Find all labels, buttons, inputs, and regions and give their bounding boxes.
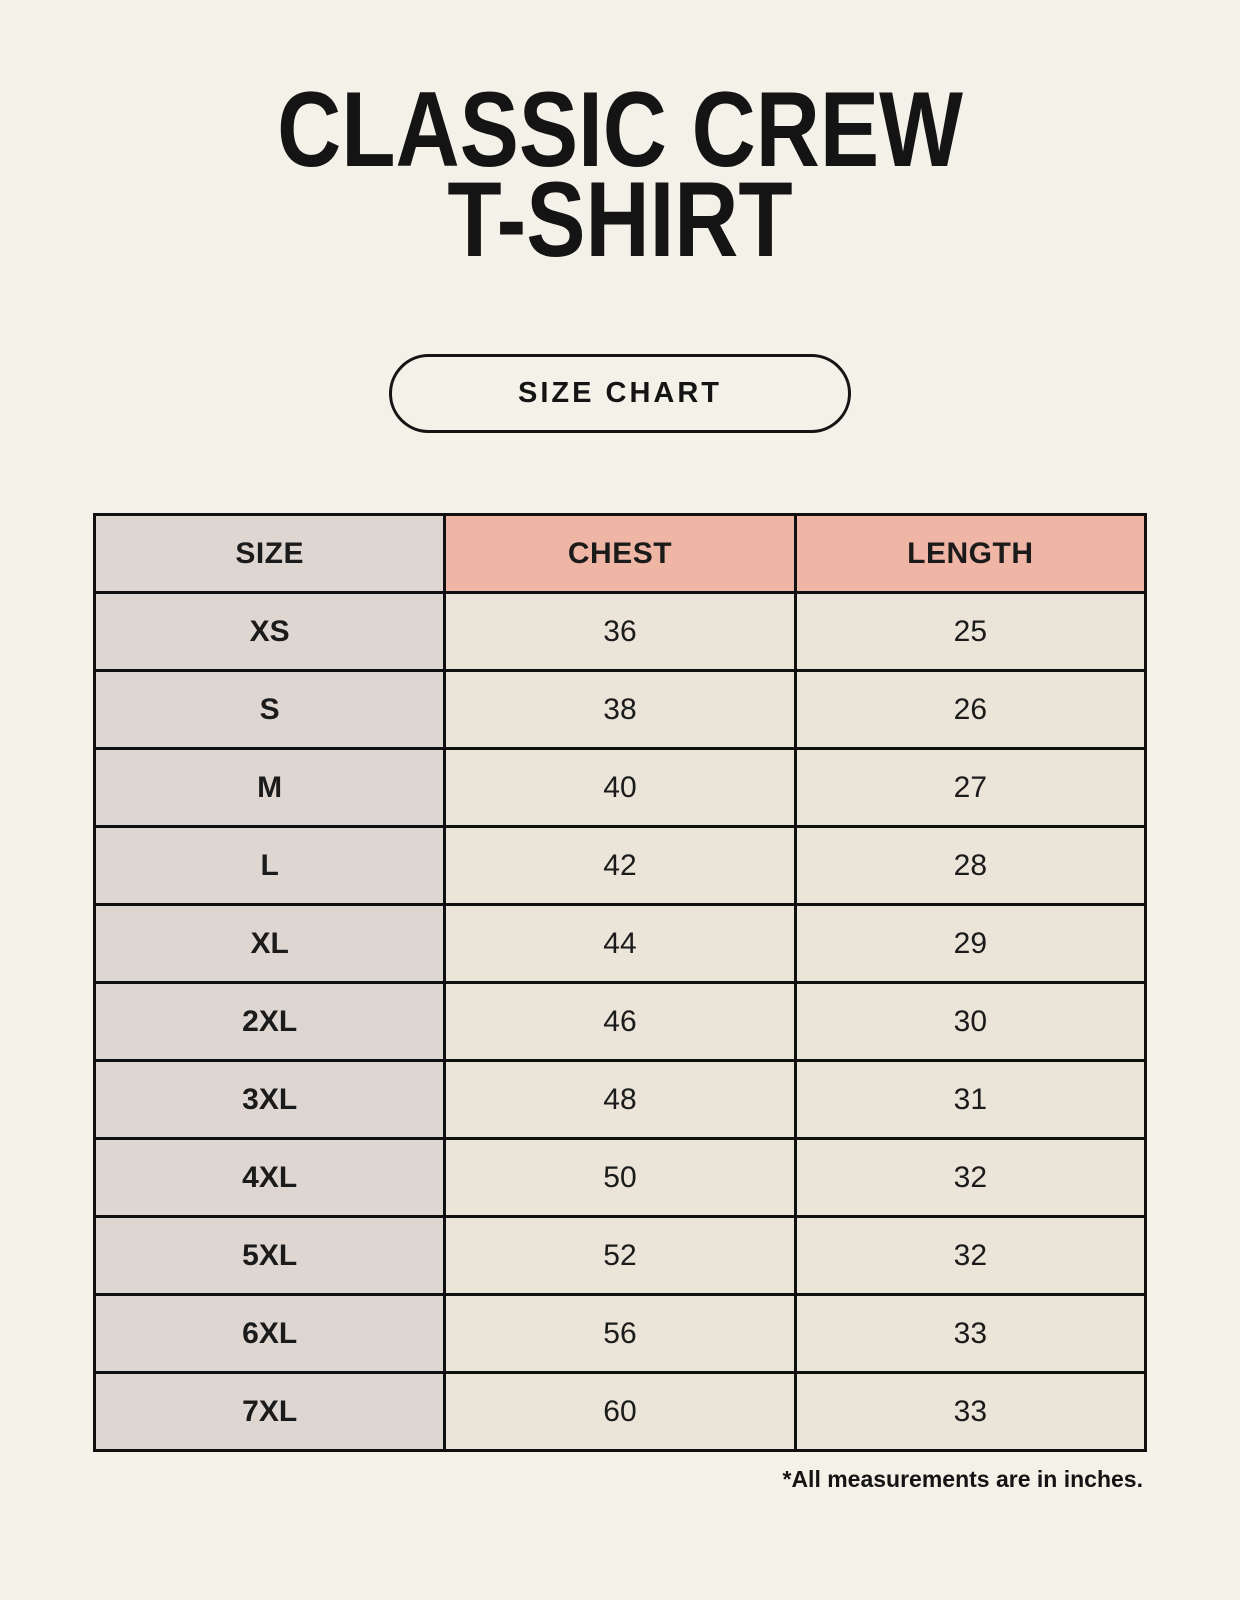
- length-value-cell: 32: [795, 1139, 1145, 1217]
- table-row: [95, 1139, 1146, 1217]
- size-label-cell: XS: [95, 593, 445, 671]
- column-header-size: SIZE: [95, 515, 445, 593]
- length-value-cell: 28: [795, 827, 1145, 905]
- size-chart-table-container: [93, 513, 1147, 1452]
- chest-value-cell: 38: [445, 671, 795, 749]
- table-row: [95, 1373, 1146, 1451]
- size-label-cell: 4XL: [95, 1139, 445, 1217]
- chest-value-cell: 46: [445, 983, 795, 1061]
- size-label-cell: XL: [95, 905, 445, 983]
- size-label-cell: M: [95, 749, 445, 827]
- size-label-cell: 5XL: [95, 1217, 445, 1295]
- table-header-row: [95, 515, 1146, 593]
- table-row: [95, 749, 1146, 827]
- column-header-length: LENGTH: [795, 515, 1145, 593]
- table-row: [95, 671, 1146, 749]
- size-label-cell: S: [95, 671, 445, 749]
- size-label-cell: 2XL: [95, 983, 445, 1061]
- measurements-footnote: *All measurements are in inches.: [782, 1466, 1143, 1492]
- length-value-cell: 30: [795, 983, 1145, 1061]
- size-chart-button-label: SIZE CHART: [518, 377, 722, 409]
- size-chart-table: [93, 513, 1147, 1452]
- chest-value-cell: 48: [445, 1061, 795, 1139]
- chest-value-cell: 42: [445, 827, 795, 905]
- chest-value-cell: 50: [445, 1139, 795, 1217]
- length-value-cell: 29: [795, 905, 1145, 983]
- chest-value-cell: 40: [445, 749, 795, 827]
- table-row: [95, 1217, 1146, 1295]
- page-title-line-1: CLASSIC CREW: [277, 69, 963, 189]
- length-value-cell: 33: [795, 1373, 1145, 1451]
- table-row: [95, 905, 1146, 983]
- length-value-cell: 32: [795, 1217, 1145, 1295]
- size-label-cell: 6XL: [95, 1295, 445, 1373]
- table-row: [95, 827, 1146, 905]
- chest-value-cell: 36: [445, 593, 795, 671]
- table-row: [95, 1295, 1146, 1373]
- size-label-cell: L: [95, 827, 445, 905]
- length-value-cell: 33: [795, 1295, 1145, 1373]
- size-label-cell: 7XL: [95, 1373, 445, 1451]
- chest-value-cell: 56: [445, 1295, 795, 1373]
- chest-value-cell: 44: [445, 905, 795, 983]
- table-row: [95, 1061, 1146, 1139]
- chest-value-cell: 52: [445, 1217, 795, 1295]
- size-chart-button[interactable]: [389, 354, 851, 433]
- length-value-cell: 27: [795, 749, 1145, 827]
- table-row: [95, 983, 1146, 1061]
- page-title-line-2: T-SHIRT: [447, 159, 793, 279]
- page-title: [0, 0, 1240, 279]
- chest-value-cell: 60: [445, 1373, 795, 1451]
- length-value-cell: 25: [795, 593, 1145, 671]
- length-value-cell: 26: [795, 671, 1145, 749]
- column-header-chest: CHEST: [445, 515, 795, 593]
- size-label-cell: 3XL: [95, 1061, 445, 1139]
- length-value-cell: 31: [795, 1061, 1145, 1139]
- table-row: [95, 593, 1146, 671]
